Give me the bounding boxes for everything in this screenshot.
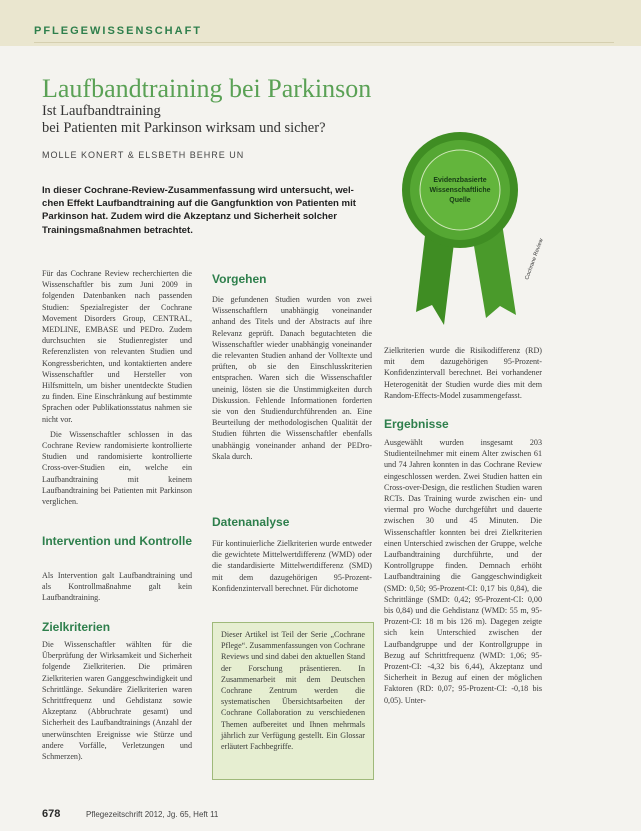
section-label: PFLEGEWISSENSCHAFT <box>34 25 203 37</box>
heading-ergebnisse: Ergebnisse <box>384 417 449 431</box>
subtitle-line-2: bei Patienten mit Parkinson wirksam und sicher? <box>42 120 326 136</box>
col1-paragraph-3: Als Intervention galt Laufbandtraining und als Kontrollmaßnahme galt kein Laufbandtraining. <box>42 571 192 603</box>
header-band <box>0 0 641 46</box>
col1-paragraph-4: Die Wissenschaftler wählten für die Überprüfung der Wirksamkeit und Sicherheit folgende Zielkriterien. Die primären Zielkriterien waren Ganggeschwindigkeit und Schrittlänge. Sekundäre Zielkriterien waren Schrittfrequenz und Gehdistanz sowie Akzeptanz (Abbruchrate gesamt) und Sicherheit des Laufbandtrainings (Anzahl der unerwünschten Ereignisse wie Stürze und andere Vorfälle, Verletzungen und Schmerzen). <box>42 640 192 762</box>
col2-paragraph-2: Für kontinuierliche Zielkriterien wurde entweder die gewichtete Mittelwertdifferenz (WMD) oder die standardisierte Mittelwertdifferenz (SMD) mit dem dazugehörigen 95-Prozent-Konfidenzintervall berechnet. Für dichotome <box>212 539 372 593</box>
info-box <box>212 622 374 780</box>
header-divider <box>34 42 614 43</box>
authors: MOLLE KONERT & ELSBETH BEHRE UN <box>42 150 245 160</box>
subtitle-line-1: Ist Laufbandtraining <box>42 103 161 119</box>
article-subtitle <box>42 103 422 137</box>
page-number: 678 <box>42 808 61 820</box>
heading-intervention: Intervention und Kontrolle <box>42 534 192 548</box>
badge-line-2: Wissenschaftliche <box>429 187 491 194</box>
badge-line-1: Evidenzbasierte <box>433 177 487 184</box>
ribbon-caption: Cochrane Review <box>524 237 545 281</box>
col2-paragraph-1: Die gefundenen Studien wurden von zwei Wissenschaftlern unabhängig voneinander anhand des Titels und der Abstracts auf ihre Relevanz geprüft. Danach begutachteten die Wissenschaftler wieder unabhängig voneinander die relevanten Studien anhand der Volltexte und prüften, ob sie den Einschlusskriterien entsprachen. Waren sich die Wissenschaftler uneinig, lösten sie die Unstimmigkeiten durch Diskussion. Fehlende Informationen forderten sie von den Studiendurchführenden an. Eine Beurteilung der methodologischen Qualität der Studien führten die Wissenschaftler ebenfalls unabhängig voneinander anhand der PEDro-Skala durch. <box>212 295 372 461</box>
col3-paragraph-2: Ausgewählt wurden insgesamt 203 Studienteilnehmer mit einem Alter zwischen 61 und 74 Jahren konnten in das Cochrane Review eingeschlossen werden. Zwei Studien hatten ein Cross-over-Design, die restlichen Studien waren RCTs. Das Training wurde zwischen ein- und viermal pro Woche durchgeführt und dauerte zwischen 30 und 45 Minuten. Die Wissenschaftler konnten bei drei Zielkriterien einen Unterschied zwischen der Gruppe, welche Laufbandtraining durchführte, und der Kontrollgruppe finden. Demnach erhöht Laufbandtraining die Ganggeschwindigkeit (SMD: 0,50; 95-Prozent-CI: 0,17 bis 0,84), die Schrittlänge (SMD: 0,42; 95-Prozent-CI: 0,00 bis 0,84) und die Gehdistanz (WMD: 55 m, 95-Prozent-CI: 18 m bis 126 m). Dagegen zeigte sich kein Unterschied zwischen der Laufbandgruppe und der Kontrollgruppe in Bezug auf Schrittfrequenz (WMD: 1,06; 95-Prozent-CI: -4,32 bis 6,44), Akzeptanz und Sicherheit in Bezug auf einen der möglichen Faktoren (RD: 0,07; 95-Prozent-CI: -0,18 bis 0,05). Unter- <box>384 438 542 705</box>
heading-datenanalyse: Datenanalyse <box>212 515 290 529</box>
heading-zielkriterien: Zielkriterien <box>42 620 111 634</box>
lead-paragraph: In dieser Cochrane-Review-Zusammenfassung wird untersucht, wel-chen Effekt Laufbandtraining auf die Gangfunktion von Patienten mit Parkinson hat. Zudem wird die Akzeptanz und Sicherheit solcher Trainingsmaßnahmen betrachtet. <box>42 185 356 236</box>
info-box-text: Dieser Artikel ist Teil der Serie „Cochrane Pflege“. Zusammenfassungen von Cochrane Reviews und sind dabei den aktuellen Stand der Forschung präsentieren. In Zusammenarbeit mit dem Deutschen Cochrane Zentrum werden die systematischen Übersichtsarbeiten der Cochrane Collaboration zu verschiedenen Themen aufbereitet und Ihnen mehrmals jährlich zur Verfügung gestellt. Ein Glossar erläutert Fachbegriffe. <box>221 630 365 752</box>
heading-vorgehen: Vorgehen <box>212 272 267 286</box>
badge-line-3: Quelle <box>449 197 471 204</box>
evidence-badge-icon <box>388 130 548 330</box>
col1-paragraph-1: Für das Cochrane Review recherchierten die Wissenschaftler bis zum Juni 2009 in folgenden Datenbanken nach passenden Studien: Spezialregister der Cochrane Movement Disorders Group, CENTRAL, MEDLINE, EMBASE und PEDro. Zudem durchsuchten sie Studienregister und Referenzlisten von relevanten Studien und Kongressberichten, und kontaktierten andere Wissenschaftler und Hersteller von Hilfsmitteln, um bisher unentdeckte Studien zu finden. Eine Einschränkung auf bestimmte Sprachen oder Publikationsstatus nahmen sie nicht vor. <box>42 269 192 424</box>
article-title: Laufbandtraining bei Parkinson <box>42 74 372 103</box>
col3-paragraph-1: Zielkriterien wurde die Risikodifferenz (RD) mit dem dazugehörigen 95-Prozent-Konfidenzintervall berechnet. Bei vorhandener Heterogenität der Studien wurde dies mit dem Random-Effects-Model zusammengefasst. <box>384 346 542 400</box>
col1-paragraph-2: Die Wissenschaftler schlossen in das Cochrane Review randomisierte kontrollierte Studien und randomisierte kontrollierte Cross-over-Studien ein, welche ein Laufbandtraining mit keinem Laufbandtraining bei Patienten mit Parkinson verglichen. <box>42 429 192 507</box>
column-1 <box>42 268 192 507</box>
journal-source: Pflegezeitschrift 2012, Jg. 65, Heft 11 <box>86 810 219 819</box>
